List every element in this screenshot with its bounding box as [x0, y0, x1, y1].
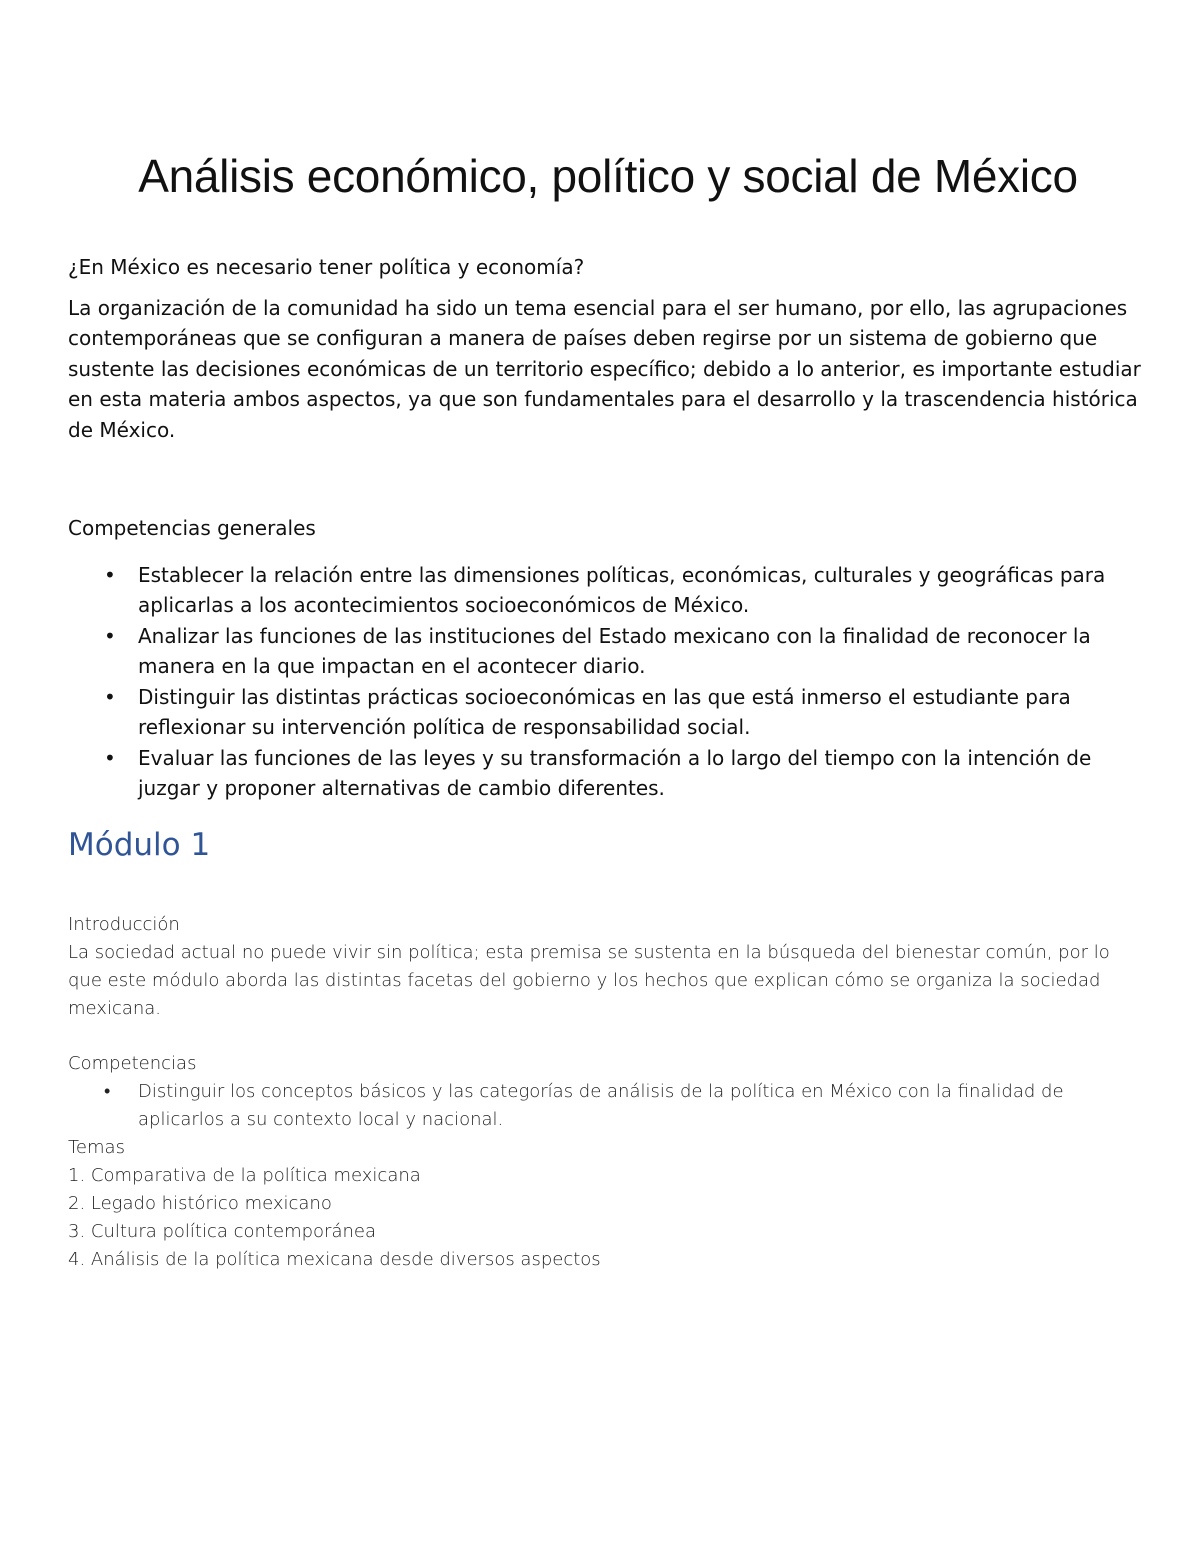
module-competencies-heading: Competencias: [68, 1053, 197, 1074]
module-section: [68, 911, 1148, 1274]
list-item-text: Establecer la relación entre las dimensiones políticas, económicas, culturales y geográficas para aplicarlas a los acontecimientos socioeconómicos de México.: [138, 562, 1106, 617]
list-item: 3. Cultura política contemporánea: [68, 1221, 377, 1242]
module-topics-heading: Temas: [68, 1137, 125, 1158]
list-item-text: Analizar las funciones de las instituciones del Estado mexicano con la finalidad de reconocer la manera en la que impactan en el acontecer diario.: [138, 623, 1091, 678]
module-competencies-list: [68, 1078, 1148, 1134]
bullet-icon: •: [104, 623, 116, 648]
list-item-text: Evaluar las funciones de las leyes y su transformación a lo largo del tiempo con la intención de juzgar y proponer alternativas de cambio diferentes.: [138, 745, 1092, 800]
module-title: Módulo 1: [68, 827, 211, 863]
intro-paragraph: La organización de la comunidad ha sido un tema esencial para el ser humano, por ello, las agrupaciones contemporáneas que se configuran a manera de países deben regirse por un sistema de gobierno que sustente las decisiones económicas de un territorio específico; debido a lo anterior, es importante estudiar en esta materia ambos aspectos, ya que son fundamentales para el desarrollo y la trascendencia histórica de México.: [68, 295, 1141, 442]
intro-section: [68, 252, 1148, 445]
list-item: [68, 682, 1148, 743]
general-competencies-list: [68, 560, 1148, 804]
list-item: [68, 1078, 1148, 1134]
general-competencies-heading: Competencias generales: [68, 516, 316, 540]
list-item: [68, 560, 1148, 621]
list-item: [68, 621, 1148, 682]
list-item: 2. Legado histórico mexicano: [68, 1193, 332, 1214]
document-title: Análisis económico, político y social de México: [138, 150, 1078, 202]
list-item: [68, 743, 1148, 804]
intro-question: ¿En México es necesario tener política y economía?: [68, 255, 585, 279]
general-competencies-section: [68, 513, 1148, 804]
bullet-icon: •: [104, 745, 116, 770]
module-topics-list: [68, 1162, 1148, 1274]
bullet-icon: •: [104, 562, 116, 587]
bullet-icon: •: [104, 684, 116, 709]
list-item-text: Distinguir los conceptos básicos y las categorías de análisis de la política en México con la finalidad de aplicarlos a su contexto local y nacional.: [138, 1081, 1064, 1130]
bullet-icon: •: [104, 1081, 111, 1102]
list-item: 1. Comparativa de la política mexicana: [68, 1165, 421, 1186]
list-item: 4. Análisis de la política mexicana desde diversos aspectos: [68, 1249, 601, 1270]
module-intro-text: La sociedad actual no puede vivir sin política; esta premisa se sustenta en la búsqueda del bienestar común, por lo que este módulo aborda las distintas facetas del gobierno y los hechos que explican cómo se organiza la sociedad mexicana.: [68, 942, 1110, 1019]
list-item-text: Distinguir las distintas prácticas socioeconómicas en las que está inmerso el estudiante para reflexionar su intervención política de responsabilidad social.: [138, 684, 1071, 739]
module-intro-heading: Introducción: [68, 914, 180, 935]
spacer: [68, 1023, 1148, 1050]
